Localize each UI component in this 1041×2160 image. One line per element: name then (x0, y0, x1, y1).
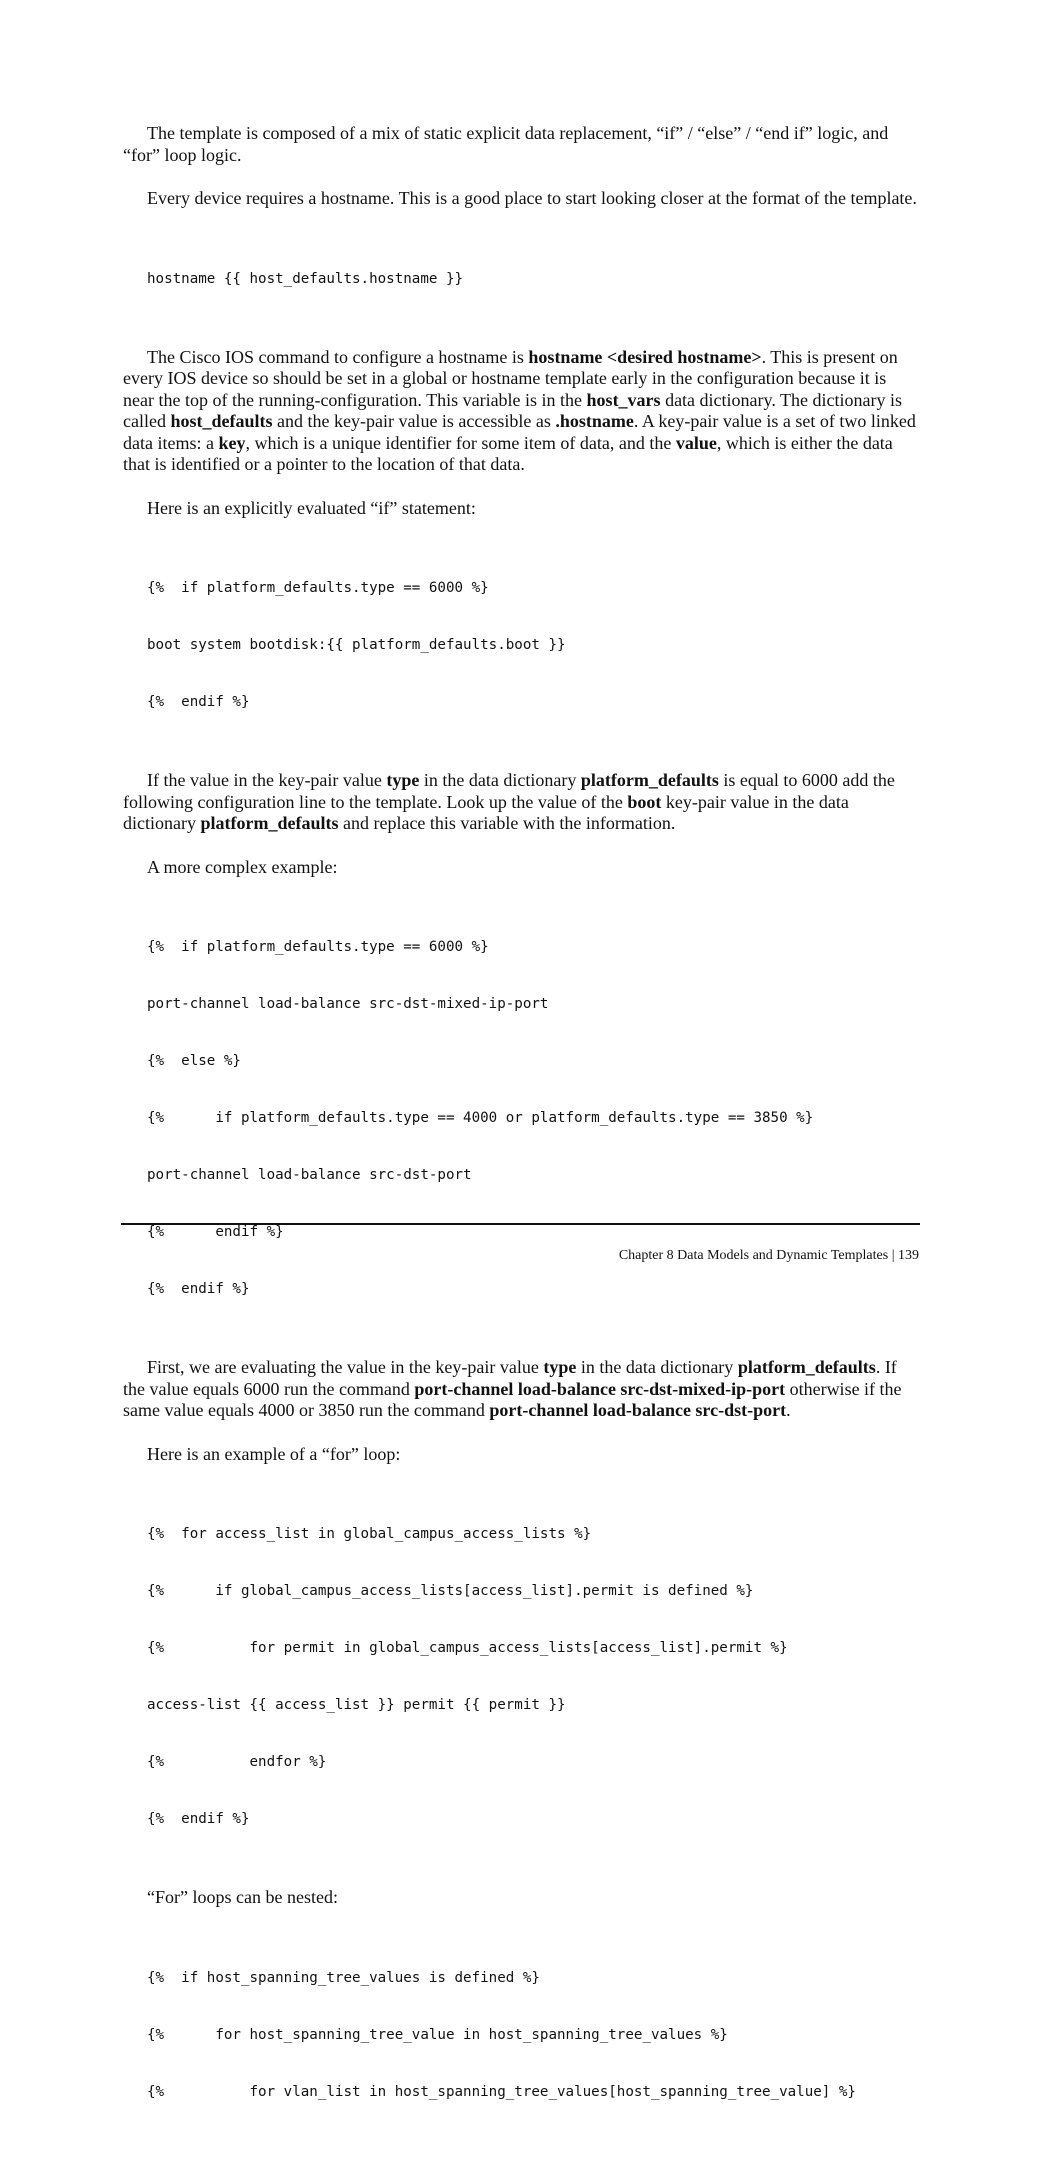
code-line: {% if platform_defaults.type == 6000 %} (147, 939, 489, 955)
code-line: {% endfor %} (147, 1754, 327, 1770)
bold-term: boot (627, 791, 662, 812)
code-block-for-loop (147, 1487, 920, 1867)
paragraph-template-overview: The template is composed of a mix of static explicit data replacement, “if” / “else” / “end if” logic, and “for” loop logic. (123, 123, 889, 165)
code-line: {% if platform_defaults.type == 4000 or platform_defaults.type == 3850 %} (147, 1110, 814, 1126)
bold-term: value (675, 432, 717, 453)
code-line: {% else %} (147, 1053, 241, 1069)
code-line: access-list {{ access_list }} permit {{ permit }} (147, 1697, 566, 1713)
paragraph-for-intro: Here is an example of a “for” loop: (147, 1443, 401, 1464)
code-line: {% endif %} (147, 1281, 250, 1297)
bold-term: port-channel load-balance src-dst-port (489, 1400, 787, 1420)
text-run: The Cisco IOS command to configure a hostname is (147, 346, 529, 367)
text-run: , which is either the data that is identified or a pointer to the location of that data. (123, 432, 893, 474)
text-run: is equal to 6000 add the following configuration line to the template. Look up the value of the (123, 770, 895, 812)
text-run: and replace this variable with the information. (338, 813, 676, 833)
text-run: key-pair value in the data dictionary (123, 791, 849, 833)
code-block-nested-loop (147, 1931, 920, 2140)
text-run: . This is present on every IOS device so should be set in a global or hostname template early in the configuration because it is near the top of the running-configuration. This variable is in the (123, 346, 898, 410)
page-body (123, 123, 920, 2160)
code-line: {% for host_spanning_tree_value in host_spanning_tree_values %} (147, 2026, 728, 2043)
footer-separator: | (888, 1248, 898, 1263)
bold-term: type (386, 770, 420, 790)
code-line: {% if global_campus_access_lists[access_list].permit is defined %} (147, 1583, 754, 1599)
text-run: data dictionary. The dictionary is called (123, 389, 902, 431)
bold-term: platform_defaults (200, 813, 339, 833)
text-run: otherwise if the same value equals 4000 or 3850 run the command (123, 1378, 902, 1420)
text-run: , which is a unique identifier for some item of data, and the (245, 432, 676, 453)
bold-term: key (218, 432, 246, 453)
code-line: {% endif %} (147, 694, 250, 710)
code-line: hostname {{ host_defaults.hostname }} (147, 270, 464, 287)
code-line: port-channel load-balance src-dst-port (147, 1167, 472, 1183)
bold-term: hostname <desired hostname> (528, 346, 762, 367)
page-footer (619, 1248, 919, 1264)
code-block-if-statement (147, 541, 920, 750)
code-line: {% for permit in global_campus_access_lists[access_list].permit %} (147, 1640, 788, 1656)
bold-term: platform_defaults (737, 1357, 876, 1377)
paragraph-if-intro: Here is an explicitly evaluated “if” statement: (147, 497, 476, 518)
bold-term: type (543, 1357, 577, 1377)
text-run: . A key-pair value is a set of two linked data items: a (123, 411, 916, 453)
code-block-complex-example (147, 900, 920, 1337)
text-run: in the data dictionary (576, 1357, 738, 1377)
text-run: If the value in the key-pair value (147, 770, 387, 790)
text-run: . (786, 1400, 791, 1420)
bold-term: host_vars (586, 389, 661, 410)
text-run: First, we are evaluating the value in the key-pair value (147, 1357, 544, 1377)
code-line: {% if host_spanning_tree_values is defined %} (147, 1969, 540, 1986)
code-line: {% for access_list in global_campus_access_lists %} (147, 1526, 592, 1542)
page-number: 139 (898, 1248, 919, 1263)
code-block-hostname (147, 232, 920, 327)
bold-term: host_defaults (170, 411, 273, 431)
paragraph-hostname-intro: Every device requires a hostname. This is a good place to start looking closer at the format of the template. (147, 188, 917, 208)
text-run: in the data dictionary (419, 770, 581, 790)
paragraph-nested-intro: “For” loops can be nested: (147, 1887, 338, 1907)
code-line: {% endif %} (147, 1811, 250, 1827)
text-run: . If the value equals 6000 run the command (123, 1357, 897, 1399)
footer-divider (121, 1223, 920, 1225)
code-line: {% endif %} (147, 1224, 284, 1240)
paragraph-if-explanation (123, 770, 920, 835)
paragraph-complex-intro: A more complex example: (147, 856, 338, 877)
paragraph-hostname-explanation (123, 347, 920, 476)
paragraph-complex-explanation (123, 1357, 920, 1422)
bold-term: platform_defaults (580, 770, 719, 790)
code-line: boot system bootdisk:{{ platform_defaults.boot }} (147, 637, 566, 653)
text-run: and the key-pair value is accessible as (272, 411, 556, 431)
bold-term: port-channel load-balance src-dst-mixed-ip-port (414, 1378, 786, 1399)
code-line: {% for vlan_list in host_spanning_tree_values[host_spanning_tree_value] %} (147, 2083, 856, 2100)
bold-term: .hostname (555, 411, 634, 431)
code-line: {% if platform_defaults.type == 6000 %} (147, 580, 489, 596)
footer-chapter-title: Chapter 8 Data Models and Dynamic Templates (618, 1248, 889, 1263)
code-line: port-channel load-balance src-dst-mixed-ip-port (147, 996, 549, 1012)
